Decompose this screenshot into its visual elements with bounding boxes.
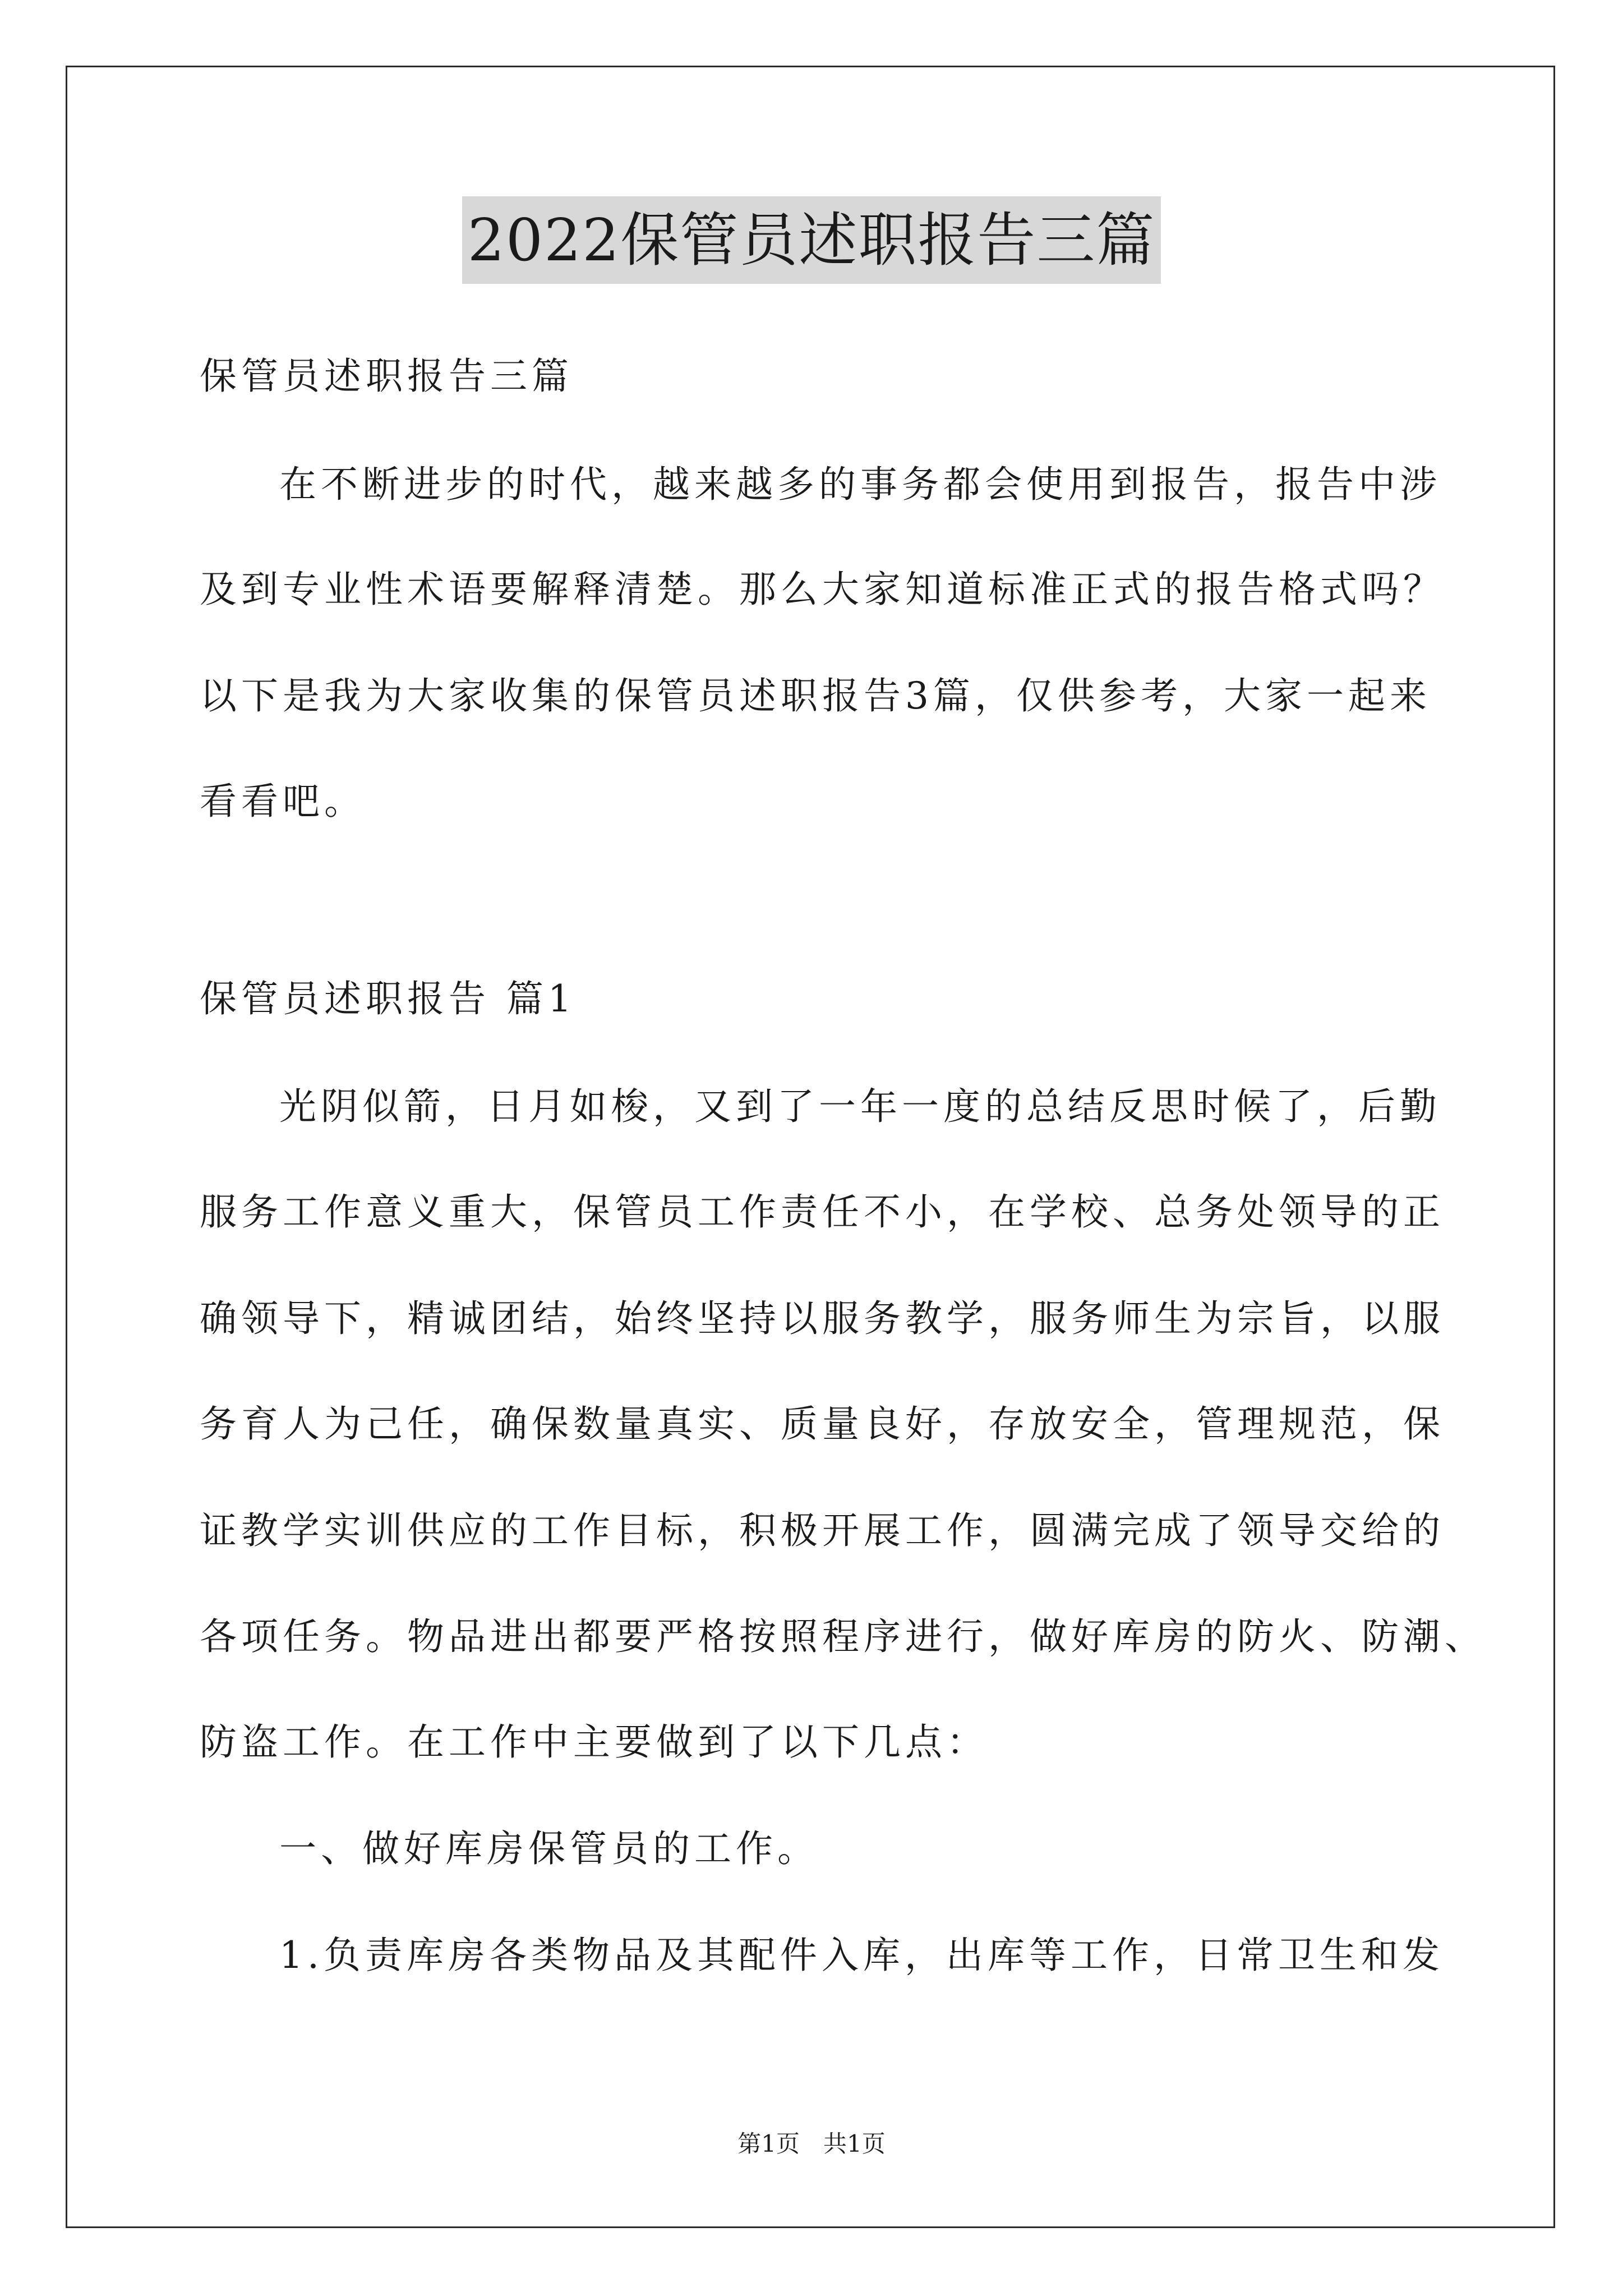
intro-line-1: 在不断进步的时代，越来越多的事务都会使用到报告，报告中涉 (279, 463, 1441, 506)
body-line-7: 防盗工作。在工作中主要做到了以下几点： (200, 1720, 988, 1764)
intro-line-3: 以下是我为大家收集的保管员述职报告3篇，仅供参考，大家一起来 (200, 674, 1431, 717)
page-footer: 第1页 共1页 (737, 2130, 886, 2157)
document-title (0, 196, 1623, 284)
intro-line-4: 看看吧。 (200, 780, 366, 823)
point-item-1: 1.负责库房各类物品及其配件入库，出库等工作，日常卫生和发 (279, 1934, 1444, 1977)
document-title-text: 2022保管员述职报告三篇 (462, 196, 1161, 284)
body-line-2: 服务工作意义重大，保管员工作责任不小，在学校、总务处领导的正 (200, 1190, 1445, 1234)
subtitle: 保管员述职报告三篇 (200, 355, 573, 398)
intro-line-2: 及到专业性术语要解释清楚。那么大家知道标准正式的报告格式吗？ (200, 568, 1445, 611)
section-heading: 保管员述职报告 篇1 (200, 977, 576, 1020)
body-line-6: 各项任务。物品进出都要严格按照程序进行，做好库房的防火、防潮、 (200, 1615, 1486, 1658)
body-line-3: 确领导下，精诚团结，始终坚持以服务教学，服务师生为宗旨，以服 (200, 1297, 1445, 1340)
body-line-1: 光阴似箭，日月如梭，又到了一年一度的总结反思时候了，后勤 (279, 1085, 1441, 1128)
body-line-5: 证教学实训供应的工作目标，积极开展工作，圆满完成了领导交给的 (200, 1509, 1445, 1552)
point-heading: 一、做好库房保管员的工作。 (279, 1827, 819, 1870)
body-line-4: 务育人为己任，确保数量真实、质量良好，存放安全，管理规范，保 (200, 1402, 1445, 1446)
